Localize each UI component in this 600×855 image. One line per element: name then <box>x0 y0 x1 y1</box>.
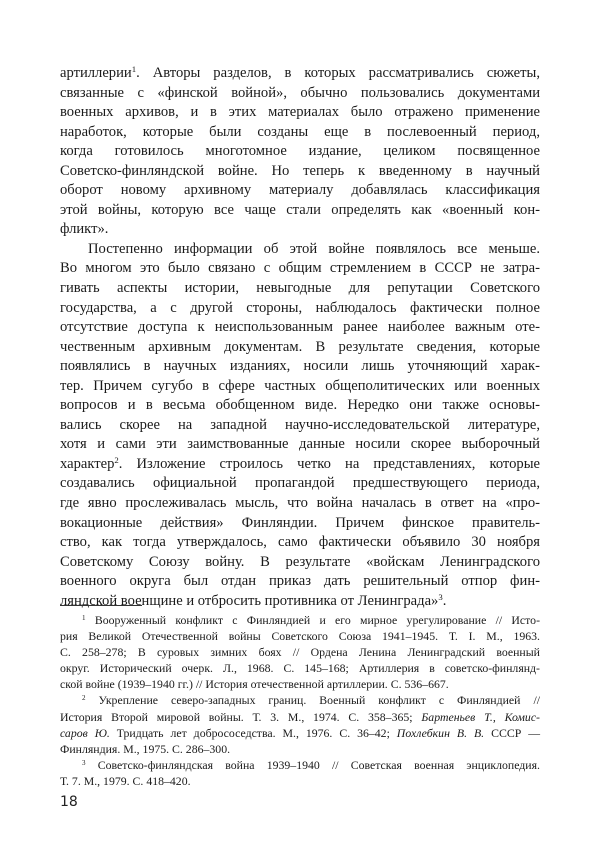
footnote-3 <box>60 757 540 789</box>
paragraph-2 <box>60 240 540 611</box>
text-line: Постепенно информации об этой войне появлялось все меньше. <box>88 240 540 257</box>
text-line: когда готовилось многотомное издание, целиком посвященное <box>60 143 540 160</box>
text-line: государства, а с другой стороны, наблюдалось фактически полное <box>60 299 540 316</box>
footnote-line: рия Великой Отечественной войны Советского Союза 1941–1945. Т. I. М., 1963. <box>60 629 540 644</box>
footnote-line: История Второй мировой войны. Т. 3. М., 1974. С. 358–365; Бартеньев Т., Комис- <box>60 709 540 724</box>
text-line: создавались официальной пропагандой предшествующего периода, <box>60 475 540 492</box>
footnote-1 <box>60 612 540 692</box>
footnote-line: $^1$ Вооруженный конфликт с Финляндией и его мирное урегулирование // Исто- <box>82 613 540 627</box>
footnote-line: Финляндия. М., 1975. С. 286–300. <box>60 741 231 756</box>
text-line: Во многом это было связано с общим стремлением в СССР не затра- <box>60 260 540 277</box>
text-line: характер$^2$. Изложение строилось четко на представлениях, которые <box>60 454 540 472</box>
text-line: этой войны, которую все чаще стали определять как «военный кон- <box>60 201 540 218</box>
text-line: ство, как тогда утверждалось, само фактически объявило 30 ноября <box>60 534 540 551</box>
text-line: чественным архивным документам. В результате сведения, которые <box>60 338 540 355</box>
text-line: ляндской военщине и отбросить противника от Ленинграда»$^3$. <box>60 591 447 609</box>
footnote-number: 3 <box>82 758 86 767</box>
text-line: где явно прослеживалась мысль, что война началась в ответ на «про- <box>60 495 540 512</box>
footnote-line: Т. 7. М., 1979. С. 418–420. <box>60 773 191 788</box>
text-line: военных архивов, и в этих материалах было отражено применение <box>60 104 540 121</box>
paragraph-1 <box>60 64 540 240</box>
text-line: наработок, которые были созданы еще в послевоенный период, <box>60 123 540 140</box>
text-line: связанные с «финской войной», обычно пользовались документами <box>60 84 540 101</box>
footnote-2 <box>60 692 540 756</box>
text-line: хотя и сами эти заимствованные данные носили скорее выборочный <box>60 436 540 453</box>
footnote-number: 1 <box>82 613 86 622</box>
footnote-divider <box>60 605 142 606</box>
main-text <box>60 64 540 611</box>
footnote-line: $^2$ Укрепление северо-западных границ. Военный конфликт с Финляндией // <box>82 693 540 708</box>
text-line: вались скорее на западной научно-исследовательской литературе, <box>60 416 540 433</box>
text-line: вокационные действия» Финляндии. Причем финское правитель- <box>60 514 540 531</box>
footnote-line: С. 258–278; В суровых зимних боях // Ордена Ленина Ленинградский военный <box>60 645 540 660</box>
footnote-line: округ. Исторический очерк. Л., 1968. С. 145–168; Артиллерия в советско-финлянд- <box>60 661 540 676</box>
text-line: фликт». <box>60 221 109 238</box>
text-line: оборот новому архивному материалу добавлялась классификация <box>60 182 540 199</box>
footnote-line: $^3$ Советско-финляндская война 1939–1940 // Советская военная энциклопедия. <box>82 757 540 772</box>
text-line: тер. Причем сугубо в сфере частных общеполитических или военных <box>60 377 540 394</box>
footnote-number: 2 <box>82 694 86 703</box>
text-line: появлялись в научных изданиях, носили лишь уточняющий харак- <box>60 358 540 375</box>
text-line: вопросов и в весьма обобщенном виде. Нередко они также основы- <box>60 397 540 414</box>
text-line: отсутствие доступа к неиспользованным ранее наиболее важным оте- <box>60 319 540 336</box>
footnote-ref-2[interactable]: 2 <box>114 454 119 465</box>
footnote-line: ской войне (1939–1940 гг.) // История отечественной артиллерии. С. 536–667. <box>60 677 449 692</box>
text-line: артиллерии$^1$. Авторы разделов, в которых рассматривались сюжеты, <box>60 63 540 81</box>
text-line: военного округа был отдан приказ дать решительный отпор фин- <box>60 573 540 590</box>
footnote-ref-3[interactable]: 3 <box>438 591 443 602</box>
footnote-ref-1[interactable]: 1 <box>131 63 137 74</box>
text-line: гивать аспекты истории, невыгодные для репутации Советского <box>60 280 540 297</box>
text-line: Советско-финляндской войне. Но теперь к введенному в научный <box>60 162 540 179</box>
footnotes <box>60 612 540 789</box>
footnote-line: саров Ю. Тридцать лет добрососедства. М., 1976. С. 36–42; Похлебкин В. В. СССР — <box>60 725 540 740</box>
text-line: Советскому Союзу войну. В результате «войскам Ленинградского <box>60 553 540 570</box>
page-number: 18 <box>60 794 78 810</box>
